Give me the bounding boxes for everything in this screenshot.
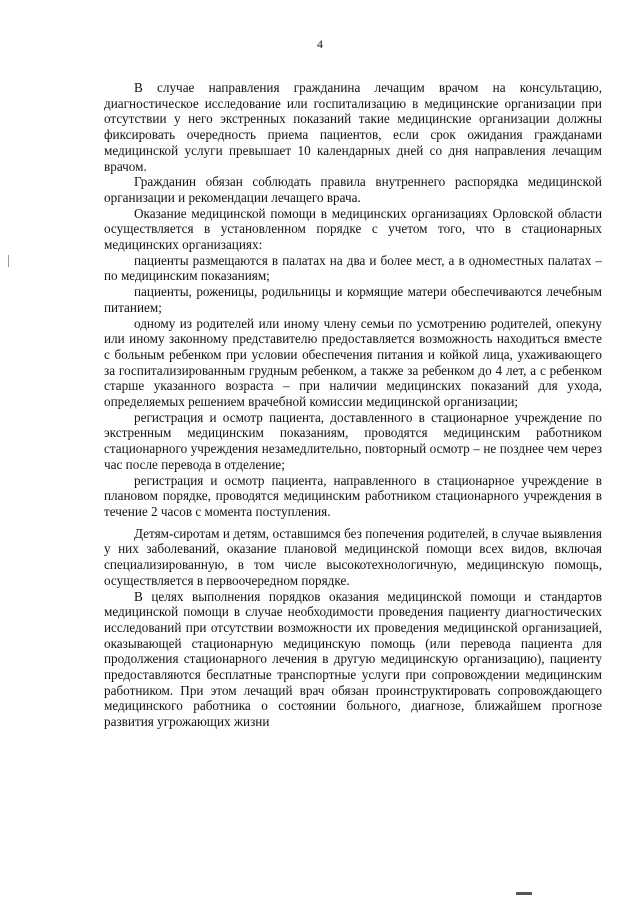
paragraph-nutrition: пациенты, роженицы, родильницы и кормящие матери обеспечиваются лечебным питанием; xyxy=(104,284,602,315)
paragraph-emergency-registration: регистрация и осмотр пациента, доставленного в стационарное учреждение по экстренным медицинским показаниям, проводятся медицинским работником стационарного учреждения незамедлительно, повторный осмотр – не позднее чем через час после перевода в отделение; xyxy=(104,409,602,472)
paragraph-parent-stay: одному из родителей или иному члену семьи по усмотрению родителей, опекуну или иному законному представителю предоставляется возможность находиться вместе с больным ребенком при условии обеспечения питания и койкой лица, ухаживающего за госпитализированным грудным ребенком, а также за ребенком до 4 лет, а с ребенком старше указанного возраста – при наличии медицинских показаний для ухода, определяемых решением врачебной комиссии медицинской организации; xyxy=(104,315,602,410)
paragraph-orphans-priority: Детям-сиротам и детям, оставшимся без попечения родителей, в случае выявления у них заболеваний, оказание плановой медицинской помощи всех видов, включая специализированную, в том числе высокотехнологичную, медицинскую помощь, осуществляется в первоочередном порядке. xyxy=(104,525,602,588)
page-number: 4 xyxy=(317,37,323,51)
scan-margin-mark xyxy=(8,255,9,267)
document-body xyxy=(104,80,602,730)
paragraph-inpatient-conditions: Оказание медицинской помощи в медицинских организациях Орловской области осуществляется в установленном порядке с учетом того, что в стационарных медицинских организациях: xyxy=(104,205,602,253)
paragraph-patient-obligations: Гражданин обязан соблюдать правила внутреннего распорядка медицинской организации и рекомендации лечащего врача. xyxy=(104,174,602,205)
paragraph-referral-queue: В случае направления гражданина лечащим врачом на консультацию, диагностическое исследование или госпитализацию в медицинские организации при отсутствии у него экстренных показаний такие медицинские организации должны фиксировать очередность приема пациентов, если срок ожидания гражданами медицинской услуги превышает 10 календарных дней со дня направления лечащим врачом. xyxy=(104,80,602,174)
paragraph-transport-services: В целях выполнения порядков оказания медицинской помощи и стандартов медицинской помощи в случае необходимости проведения пациенту диагностических исследований при отсутствии возможности их проведения медицинской организацией, оказывающей стационарную медицинскую помощь (или перевода пациента для продолжения стационарного лечения в другую медицинскую организацию), пациенту предоставляются бесплатные транспортные услуги при сопровождении медицинским работником. При этом лечащий врач обязан проинструктировать сопровождающего медицинского работника о состоянии больного, диагнозе, ближайшем прогнозе развития угрожающих жизни xyxy=(104,588,602,730)
paragraph-planned-registration: регистрация и осмотр пациента, направленного в стационарное учреждение в плановом порядке, проводятся медицинским работником стационарного учреждения в течение 2 часов с момента поступления. xyxy=(104,472,602,519)
scan-smudge-mark xyxy=(516,892,532,895)
paragraph-ward-placement: пациенты размещаются в палатах на два и более мест, а в одноместных палатах – по медицинским показаниям; xyxy=(104,252,602,284)
